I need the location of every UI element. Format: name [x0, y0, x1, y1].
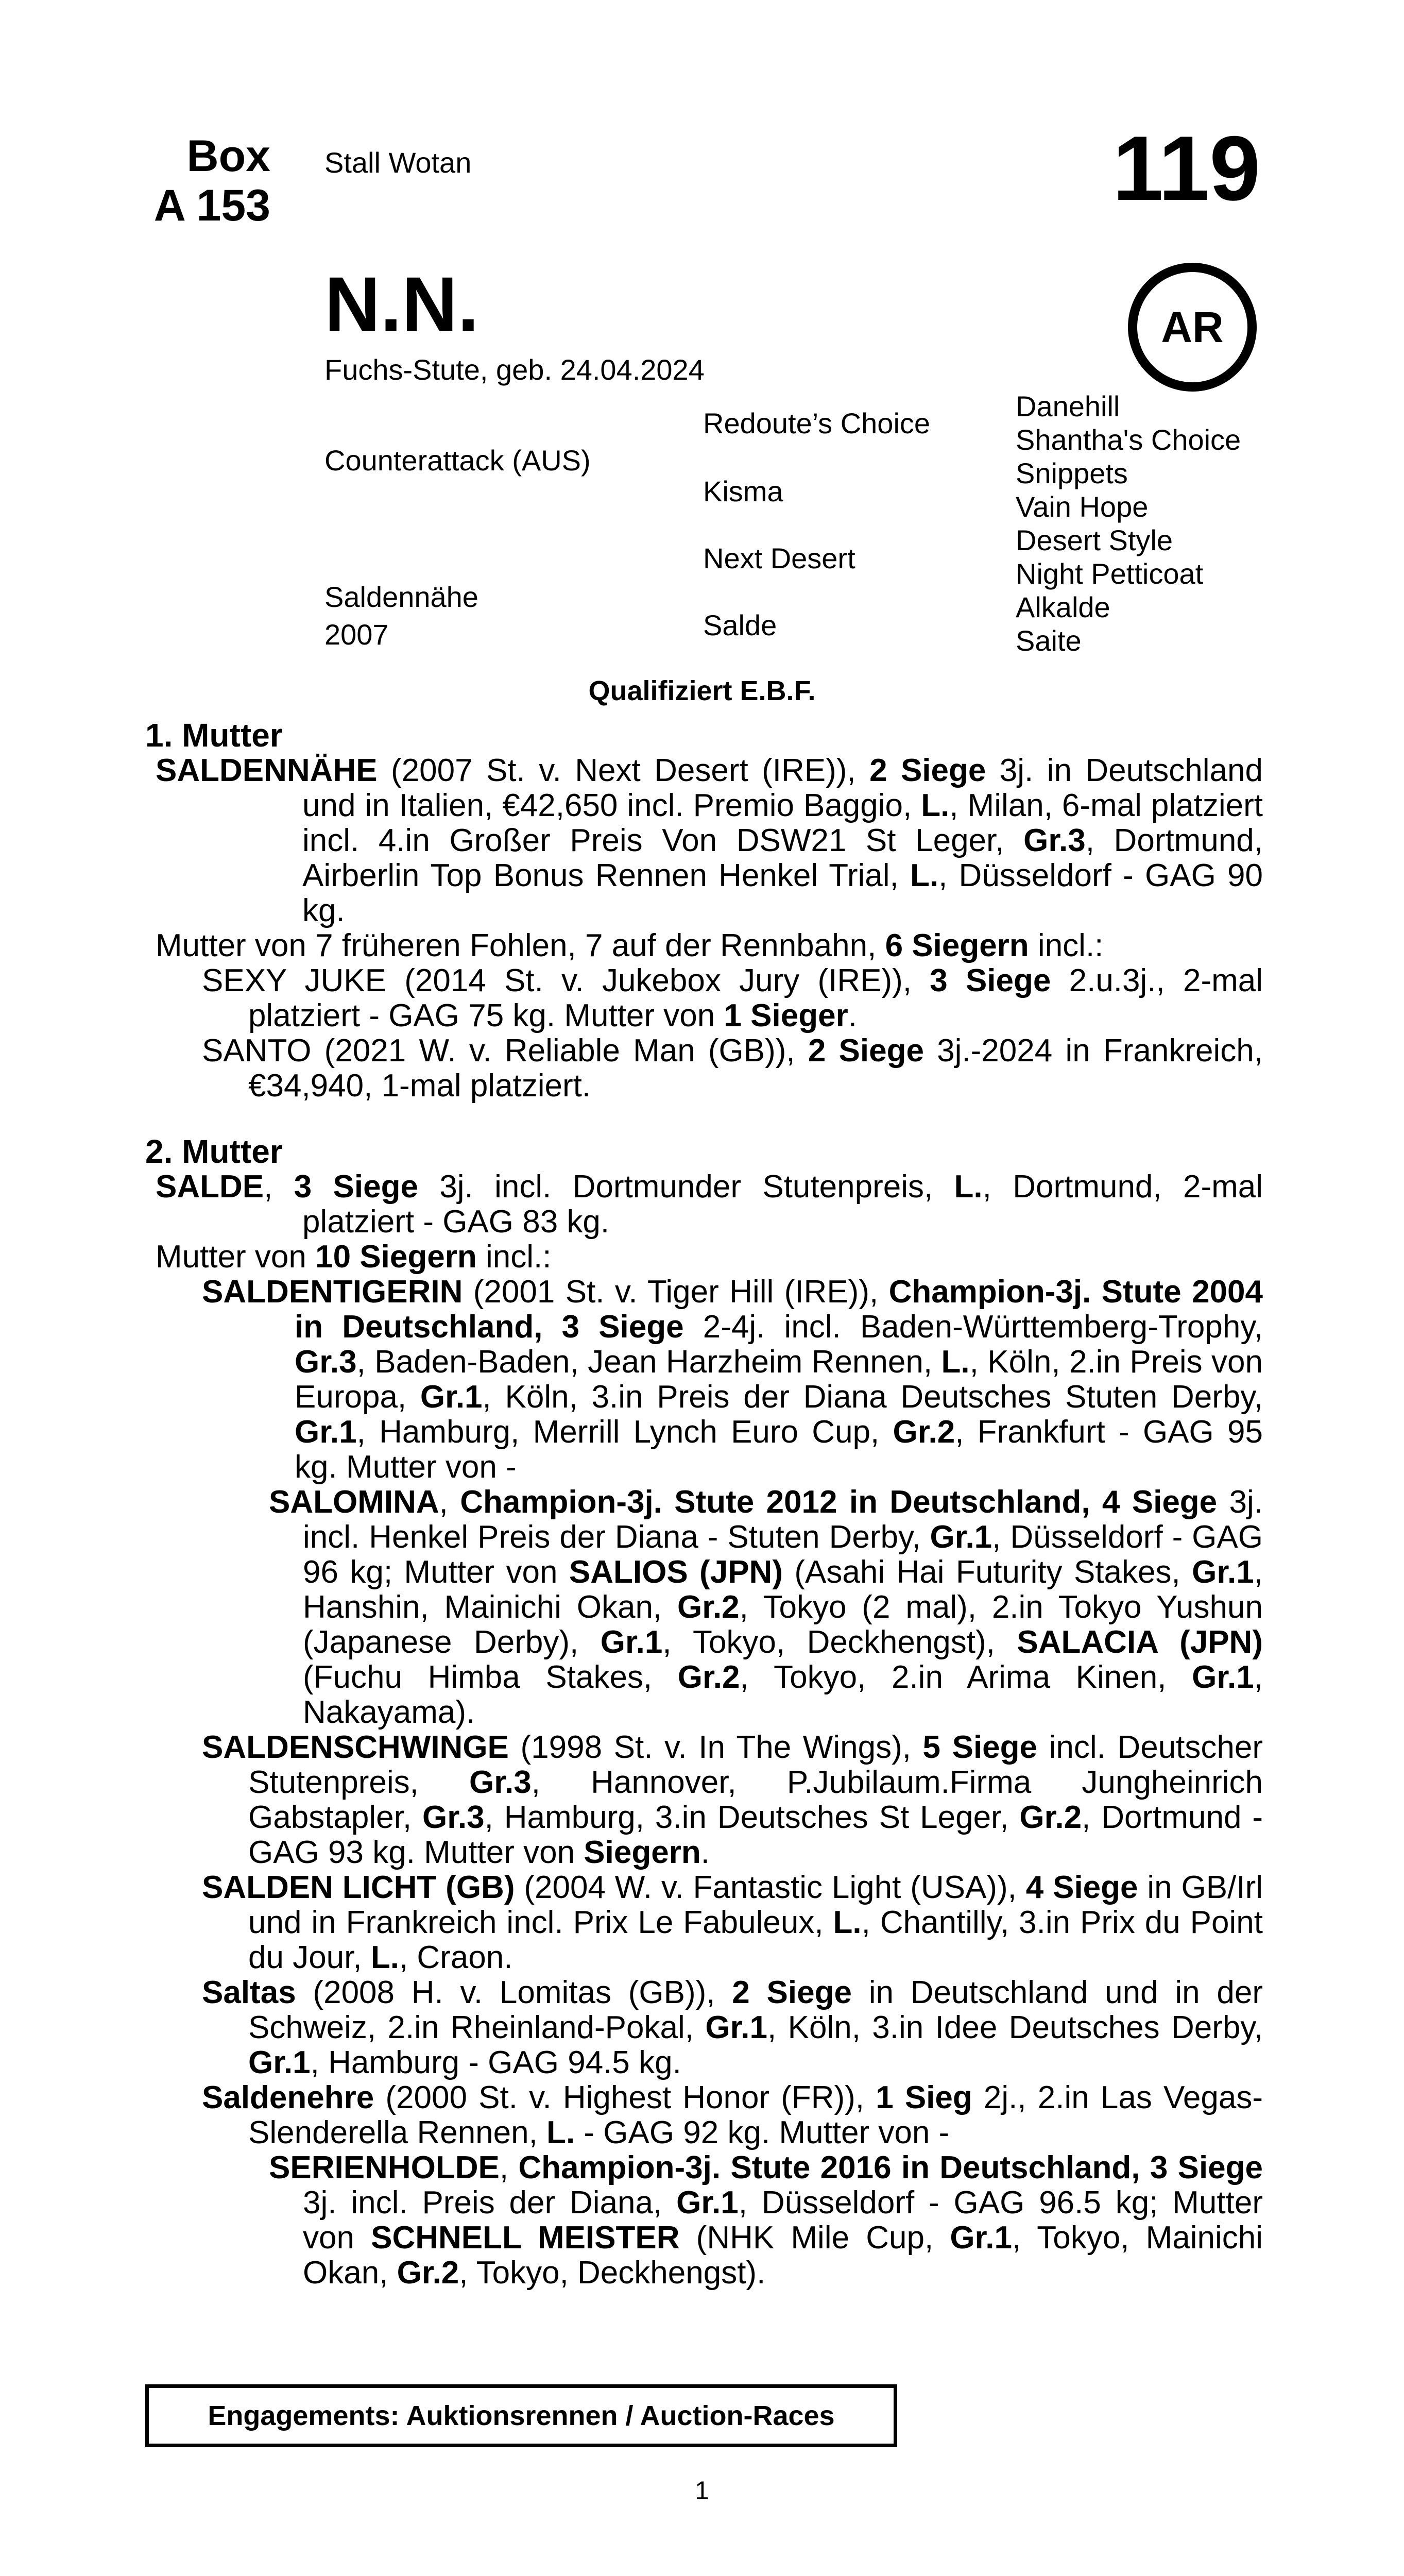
- dam-entry: SALDENNÄHE (2007 St. v. Next Desert (IRE)), 2 Siege 3j. in Deutschland und in Italien, €42,650 incl. Premio Baggio, L., Milan, 6-mal platziert incl. 4.in Großer Preis Von DSW21 St Leger, Gr.3, Dortmund, Airberlin Top Bonus Rennen Henkel Trial, L., Düsseldorf - GAG 90 kg.: [156, 753, 1263, 928]
- produce-entry: SANTO (2021 W. v. Reliable Man (GB)), 2 Siege 3j.-2024 in Frankreich, €34,940, 1-mal platziert.: [202, 1033, 1263, 1104]
- pedigree-ggp-8: Saite: [1016, 624, 1082, 657]
- pedigree-gp-2: Kisma: [703, 475, 783, 507]
- produce-entry: Saltas (2008 H. v. Lomitas (GB)), 2 Siege in Deutschland und in der Schweiz, 2.in Rheinland-Pokal, Gr.1, Köln, 3.in Idee Deutsches Derby, Gr.1, Hamburg - GAG 94.5 kg.: [202, 1975, 1263, 2080]
- produce-summary: Mutter von 10 Siegern incl.:: [156, 1239, 552, 1275]
- produce-entry: SEXY JUKE (2014 St. v. Jukebox Jury (IRE)), 3 Siege 2.u.3j., 2-mal platziert - GAG 75 kg. Mutter von 1 Sieger.: [202, 963, 1263, 1033]
- granddam-entry: SALDE, 3 Siege 3j. incl. Dortmunder Stutenpreis, L., Dortmund, 2-mal platziert - GAG 83 kg.: [156, 1169, 1263, 1240]
- pedigree-dam: Saldennähe: [324, 581, 478, 613]
- pedigree-ggp-7: Alkalde: [1016, 591, 1110, 623]
- stall-name: Stall Wotan: [324, 146, 472, 179]
- pedigree-ggp-3: Snippets: [1016, 457, 1128, 489]
- pedigree-ggp-1: Danehill: [1016, 390, 1120, 422]
- pedigree-ggp-2: Shantha's Choice: [1016, 423, 1241, 456]
- box-label-text: Box: [186, 131, 270, 181]
- page-number: 1: [695, 2476, 709, 2505]
- lot-number: 119: [1112, 117, 1261, 219]
- horse-name: N.N.: [324, 261, 479, 347]
- pedigree-gp-4: Salde: [703, 609, 777, 641]
- section-heading: 2. Mutter: [145, 1133, 283, 1170]
- pedigree-ggp-4: Vain Hope: [1016, 490, 1149, 523]
- produce-summary: Mutter von 7 früheren Fohlen, 7 auf der Rennbahn, 6 Siegern incl.:: [156, 928, 1104, 963]
- box-label: [129, 131, 270, 230]
- ar-badge: AR: [1128, 263, 1257, 392]
- family-section-1: [145, 717, 1263, 2291]
- engagements-box: Engagements: Auktionsrennen / Auction-Races: [145, 2384, 897, 2447]
- produce-subentry: SALOMINA, Champion-3j. Stute 2012 in Deutschland, 4 Siege 3j. incl. Henkel Preis der Diana - Stuten Derby, Gr.1, Düsseldorf - GAG 96 kg; Mutter von SALIOS (JPN) (Asahi Hai Futurity Stakes, Gr.1, Hanshin, Mainichi Okan, Gr.2, Tokyo (2 mal), 2.in Tokyo Yushun (Japanese Derby), Gr.1, Tokyo, Deckhengst), SALACIA (JPN) (Fuchu Himba Stakes, Gr.2, Tokyo, 2.in Arima Kinen, Gr.1, Nakayama).: [269, 1484, 1263, 1730]
- produce-entry: SALDENSCHWINGE (1998 St. v. In The Wings), 5 Siege incl. Deutscher Stutenpreis, Gr.3, Hannover, P.Jubilaum.Firma Jungheinrich Gabstapler, Gr.3, Hamburg, 3.in Deutsches St Leger, Gr.2, Dortmund - GAG 93 kg. Mutter von Siegern.: [202, 1730, 1263, 1870]
- pedigree-dam-year: 2007: [324, 618, 389, 651]
- section-heading: 1. Mutter: [145, 717, 283, 754]
- pedigree-gp-1: Redoute’s Choice: [703, 407, 931, 439]
- produce-entry: Saldenehre (2000 St. v. Highest Honor (FR)), 1 Sieg 2j., 2.in Las Vegas-Slenderella Rennen, L. - GAG 92 kg. Mutter von -: [202, 2080, 1263, 2150]
- pedigree-ggp-5: Desert Style: [1016, 524, 1173, 556]
- pedigree-ggp-6: Night Petticoat: [1016, 557, 1204, 590]
- pedigree-gp-3: Next Desert: [703, 542, 855, 574]
- qualification: Qualifiziert E.B.F.: [588, 675, 816, 706]
- produce-entry: SALDENTIGERIN (2001 St. v. Tiger Hill (IRE)), Champion-3j. Stute 2004 in Deutschland, 3 Siege 2-4j. incl. Baden-Württemberg-Trophy, Gr.3, Baden-Baden, Jean Harzheim Rennen, L., Köln, 2.in Preis von Europa, Gr.1, Köln, 3.in Preis der Diana Deutsches Stuten Derby, Gr.1, Hamburg, Merrill Lynch Euro Cup, Gr.2, Frankfurt - GAG 95 kg. Mutter von -: [202, 1274, 1263, 1485]
- produce-entry: SALDEN LICHT (GB) (2004 W. v. Fantastic Light (USA)), 4 Siege in GB/Irl und in Frankreich incl. Prix Le Fabuleux, L., Chantilly, 3.in Prix du Point du Jour, L., Craon.: [202, 1870, 1263, 1975]
- produce-subentry: SERIENHOLDE, Champion-3j. Stute 2016 in Deutschland, 3 Siege 3j. incl. Preis der Diana, Gr.1, Düsseldorf - GAG 96.5 kg; Mutter von SCHNELL MEISTER (NHK Mile Cup, Gr.1, Tokyo, Mainichi Okan, Gr.2, Tokyo, Deckhengst).: [269, 2150, 1263, 2291]
- box-number: A 153: [153, 181, 270, 230]
- pedigree-sire: Counterattack (AUS): [324, 444, 591, 477]
- horse-description: Fuchs-Stute, geb. 24.04.2024: [324, 353, 705, 386]
